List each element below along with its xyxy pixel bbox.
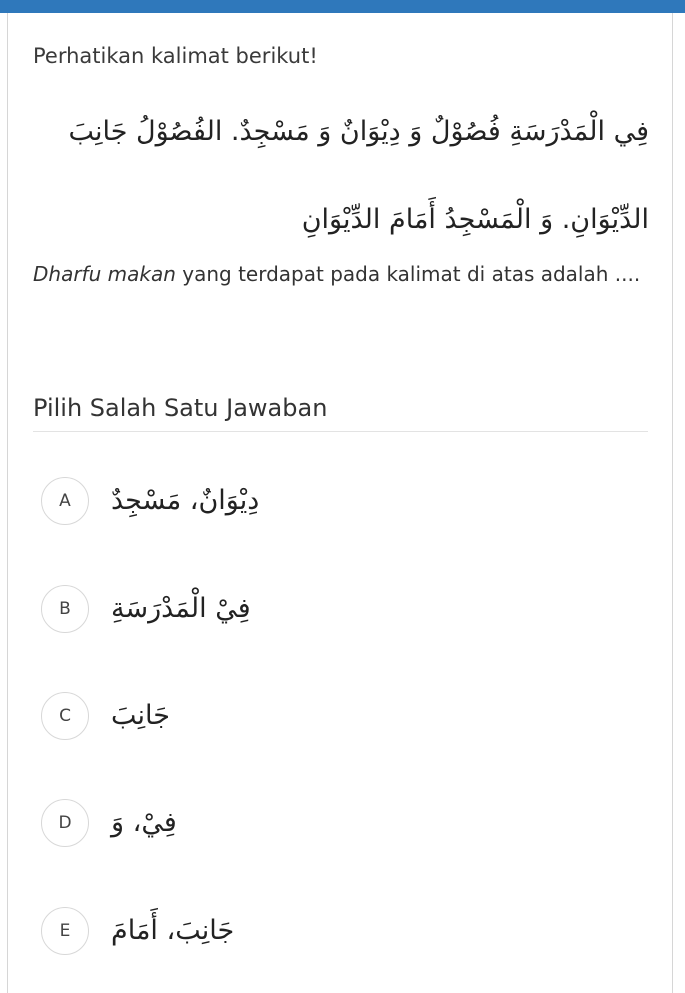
- question-prompt-text: yang terdapat pada kalimat di atas adalah ....: [175, 262, 641, 286]
- top-accent-bar: [0, 0, 685, 13]
- answer-option-e[interactable]: [41, 907, 601, 967]
- option-text: جَانِبَ، أَمَامَ: [111, 915, 235, 946]
- answer-option-d[interactable]: [41, 799, 601, 859]
- question-instruction: Perhatikan kalimat berikut!: [33, 44, 318, 68]
- option-letter-badge: A: [41, 477, 89, 525]
- answer-option-c[interactable]: [41, 692, 601, 752]
- option-letter-badge: D: [41, 799, 89, 847]
- answer-section-title: Pilih Salah Satu Jawaban: [33, 394, 328, 422]
- option-letter-badge: C: [41, 692, 89, 740]
- answer-option-a[interactable]: [41, 477, 601, 537]
- answer-option-b[interactable]: [41, 585, 601, 645]
- arabic-passage: فِي الْمَدْرَسَةِ فُصُوْلٌ وَ دِيْوَانٌ وَ مَسْجِدٌ. الفُصُوْلُ جَانِبَ الدِّيْوَانِ. وَ الْمَسْجِدُ أَمَامَ الدِّيْوَانِ: [68, 116, 649, 235]
- option-letter-badge: B: [41, 585, 89, 633]
- option-text: جَانِبَ: [111, 700, 170, 731]
- option-letter-badge: E: [41, 907, 89, 955]
- option-text: فِيْ، وَ: [111, 807, 177, 838]
- question-prompt: [33, 256, 648, 292]
- section-divider: [33, 431, 648, 432]
- option-text: فِيْ الْمَدْرَسَةِ: [111, 593, 251, 624]
- question-prompt-term: Dharfu makan: [33, 262, 176, 286]
- option-text: دِيْوَانٌ، مَسْجِدٌ: [111, 485, 260, 516]
